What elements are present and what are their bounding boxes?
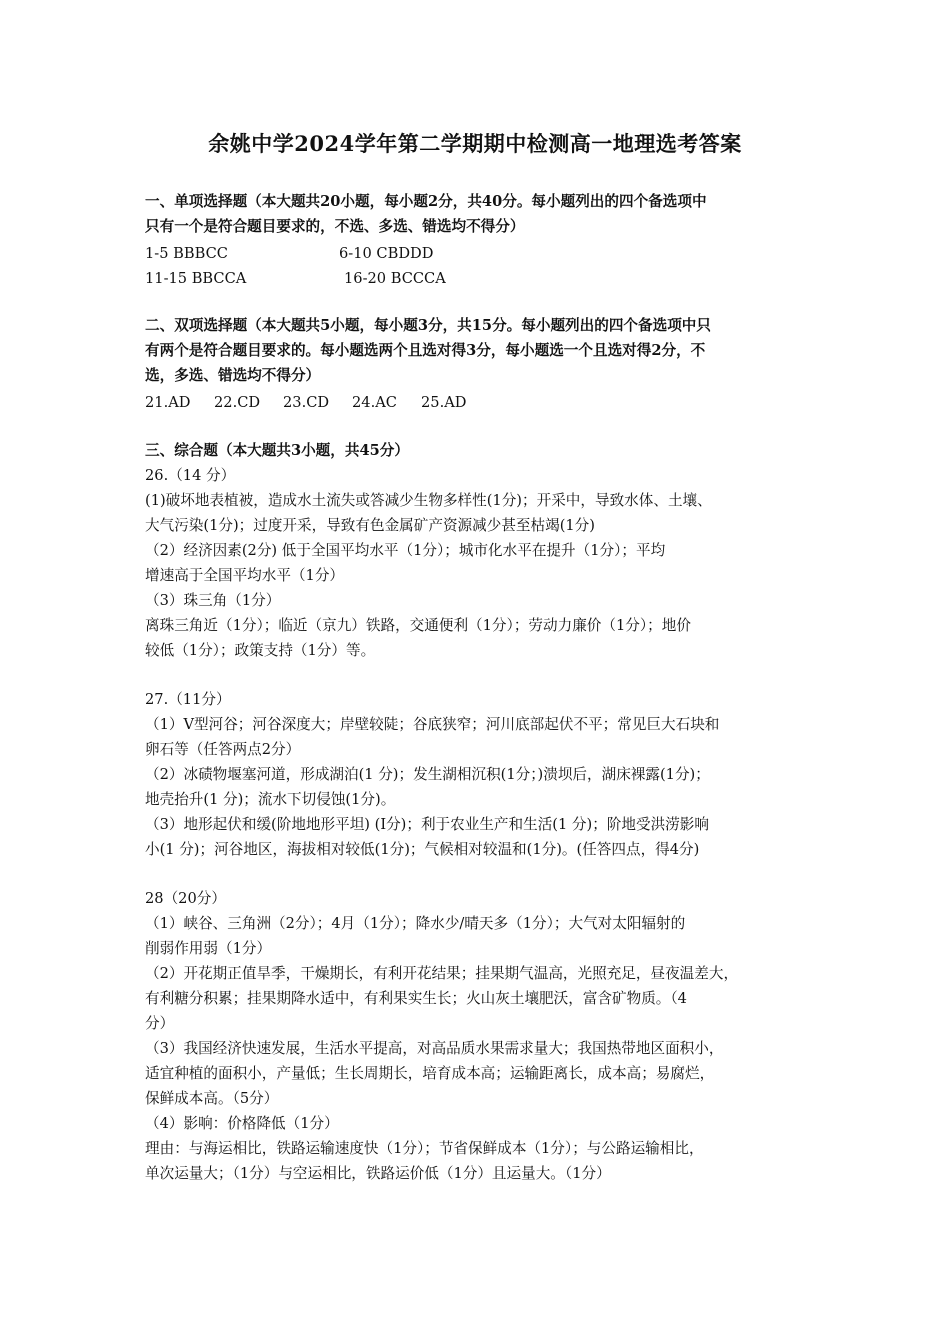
- q28-line: （3）我国经济快速发展，生活水平提高，对高品质水果需求量大；我国热带地区面积小，: [145, 1040, 724, 1057]
- q27-line: 卵石等（任答两点2分）: [145, 741, 301, 758]
- q27-line: （2）冰碛物堰塞河道，形成湖泊(1 分)；发生湖相沉积(1分；)溃坝后，湖床裸露(1分)；: [145, 766, 710, 783]
- q28-line: （4）影响：价格降低（1分）: [145, 1115, 339, 1132]
- answer-21: 21.AD: [145, 394, 191, 411]
- q28-line: 有利糖分积累；挂果期降水适中，有利果实生长；火山灰土壤肥沃，富含矿物质。（4: [145, 990, 687, 1007]
- q27-line: 小(1 分)；河谷地区，海拔相对较低(1分)；气候相对较温和(1分)。(任答四点，得4分): [145, 841, 700, 858]
- q28-line: 28（20分）: [145, 890, 226, 907]
- section3-heading: 三、综合题（本大题共3小题，共45分）: [145, 442, 409, 459]
- section2-heading-line-2: 有两个是符合题目要求的。每小题选两个且选对得3分，每小题选一个且选对得2分，不: [145, 342, 706, 359]
- q28-line: 保鲜成本高。（5分）: [145, 1090, 279, 1107]
- answer-11-15: 11-15 BBCCA: [145, 270, 247, 287]
- answer-6-10: 6-10 CBDDD: [339, 245, 434, 262]
- q27-line: 27.（11分）: [145, 691, 231, 708]
- q28-line: （1）峡谷、三角洲（2分）；4月（1分）；降水少/晴天多（1分）；大气对太阳辐射的: [145, 915, 686, 932]
- answer-25: 25.AD: [421, 394, 467, 411]
- q26-line: （2）经济因素(2分) 低于全国平均水平（1分）；城市化水平在提升（1分）；平均: [145, 542, 666, 559]
- section1-heading-line-1: 一、单项选择题（本大题共20小题，每小题2分，共40分。每小题列出的四个备选项中: [145, 193, 707, 210]
- answer-24: 24.AC: [352, 394, 397, 411]
- q28-line: 适宜种植的面积小，产量低；生长周期长，培育成本高；运输距离长，成本高；易腐烂，: [145, 1065, 715, 1082]
- section1-heading-line-2: 只有一个是符合题目要求的，不选、多选、错选均不得分）: [145, 218, 525, 235]
- answer-23: 23.CD: [283, 394, 330, 411]
- q26-line: 较低（1分）；政策支持（1分）等。: [145, 642, 376, 659]
- q28-line: 分）: [145, 1015, 175, 1032]
- q27-line: （3）地形起伏和缓(阶地地形平坦) (Ⅰ分)；利于农业生产和生活(1 分)；阶地受洪涝影响: [145, 816, 709, 833]
- q26-line: 大气污染(1分)；过度开采，导致有色金属矿产资源减少甚至枯竭(1分): [145, 517, 595, 534]
- q26-line: （3）珠三角（1分）: [145, 592, 281, 609]
- q28-line: 单次运量大；（1分）与空运相比，铁路运价低（1分）且运量大。（1分）: [145, 1165, 611, 1182]
- page-title: 余姚中学2024学年第二学期期中检测高一地理选考答案: [208, 131, 742, 156]
- q26-line: (1)破坏地表植被，造成水土流失或答减少生物多样性(1分)；开采中，导致水体、土壤、: [145, 492, 712, 509]
- section2-heading-line-1: 二、双项选择题（本大题共5小题，每小题3分，共15分。每小题列出的四个备选项中只: [145, 317, 711, 334]
- q26-line: 增速高于全国平均水平（1分）: [145, 567, 345, 584]
- answer-1-5: 1-5 BBBCC: [145, 245, 228, 262]
- answer-22: 22.CD: [214, 394, 261, 411]
- q27-line: （1）V型河谷；河谷深度大；岸壁较陡；谷底狭窄；河川底部起伏不平；常见巨大石块和: [145, 716, 720, 733]
- q28-line: （2）开花期正值旱季，干燥期长，有利开花结果；挂果期气温高，光照充足，昼夜温差大，: [145, 965, 739, 982]
- answer-16-20: 16-20 BCCCA: [344, 270, 446, 287]
- q26-line: 26.（14 分）: [145, 467, 236, 484]
- q27-line: 地壳抬升(1 分)；流水下切侵蚀(1分)。: [145, 791, 396, 808]
- q26-line: 离珠三角近（1分）；临近（京九）铁路，交通便利（1分）；劳动力廉价（1分）；地价: [145, 617, 691, 634]
- section2-heading-line-3: 选，多选、错选均不得分）: [145, 367, 321, 384]
- q28-line: 削弱作用弱（1分）: [145, 940, 272, 957]
- q28-line: 理由：与海运相比，铁路运输速度快（1分）；节省保鲜成本（1分）；与公路运输相比，: [145, 1140, 704, 1157]
